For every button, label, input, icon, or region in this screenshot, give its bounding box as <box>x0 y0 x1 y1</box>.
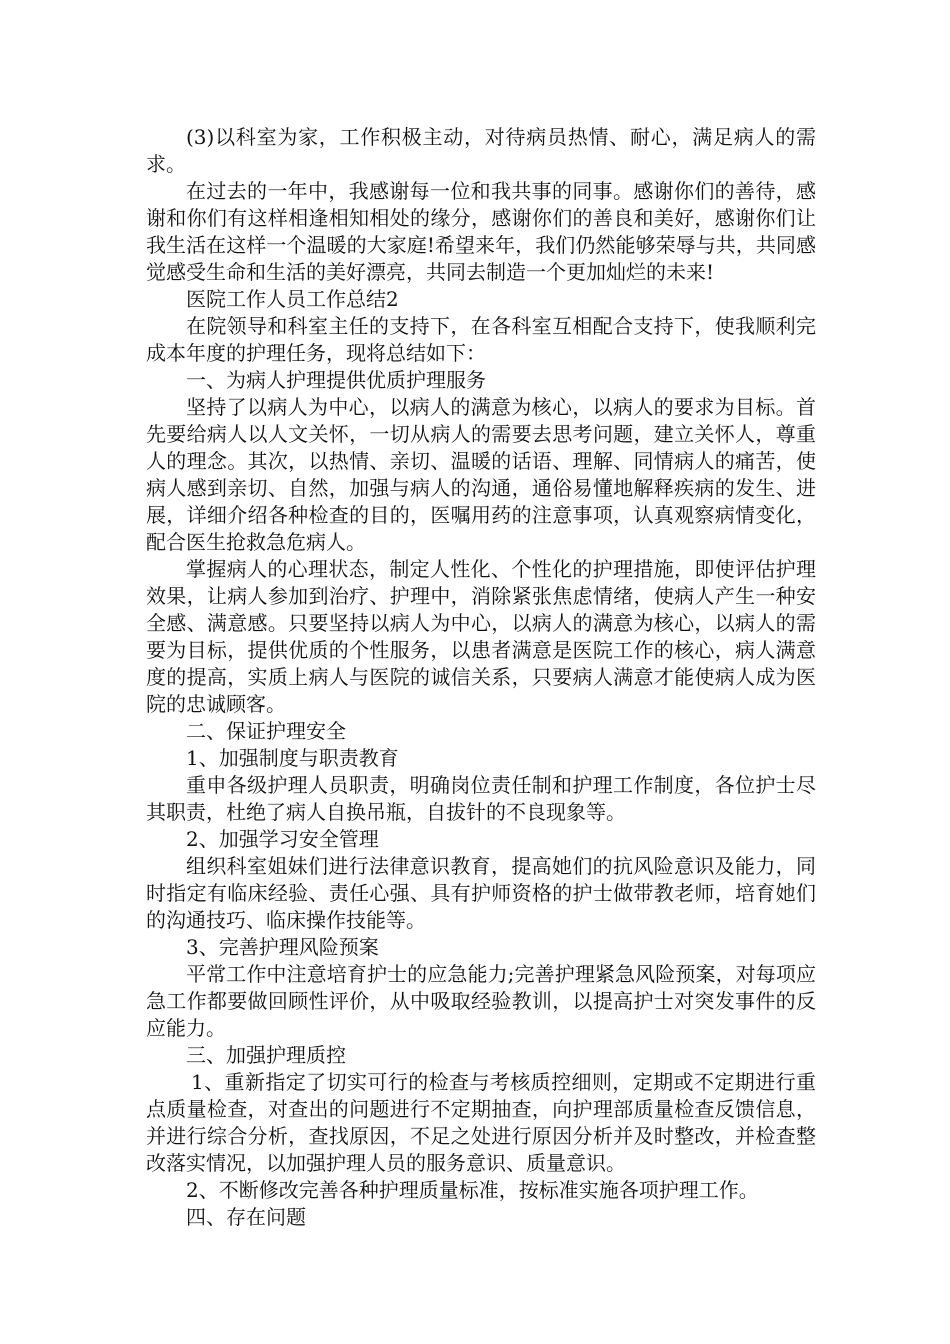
paragraph-duties: 重申各级护理人员职责，明确岗位责任制和护理工作制度，各位护士尽其职责，杜绝了病人自换吊瓶，自拔针的不良现象等。 <box>146 773 816 824</box>
paragraph-quality-inspection: 1、重新指定了切实可行的检查与考核质控细则，定期或不定期进行重点质量检查，对查出的问题进行不定期抽查，向护理部质量检查反馈信息，并进行综合分析，查找原因，不足之处进行原因分析并及时整改，并检查整改落实情况，以加强护理人员的服务意识、质量意识。 <box>146 1070 816 1175</box>
paragraph-legal-education: 组织科室姐妹们进行法律意识教育，提高她们的抗风险意识及能力，同时指定有临床经验、责任心强、具有护师资格的护士做带教老师，培育她们的沟通技巧、临床操作技能等。 <box>146 854 816 932</box>
paragraph-intro: 在院领导和科室主任的支持下，在各科室互相配合支持下，使我顺利完成本年度的护理任务，现将总结如下： <box>146 314 816 365</box>
paragraph-quality-standards: 2、不断修改完善各种护理质量标准，按标准实施各项护理工作。 <box>186 1178 759 1202</box>
heading-section-1: 一、为病人护理提供优质护理服务 <box>186 368 486 392</box>
subheading-2-1: 1、加强制度与职责教育 <box>186 746 399 770</box>
heading-section-2: 二、保证护理安全 <box>186 719 346 743</box>
document-body <box>146 124 816 1231</box>
section-title-summary-2: 医院工作人员工作总结2 <box>186 287 399 311</box>
paragraph-thanks-colleagues: 在过去的一年中，我感谢每一位和我共事的同事。感谢你们的善待，感谢和你们有这样相逢相知相处的缘分，感谢你们的善良和美好，感谢你们让我生活在这样一个温暖的大家庭!希望来年，我们仍然能够荣辱与共，共同感觉感受生命和生活的美好漂亮，共同去制造一个更加灿烂的未来! <box>146 179 816 284</box>
paragraph-psychology: 掌握病人的心理状态，制定人性化、个性化的护理措施，即使评估护理效果，让病人参加到治疗、护理中，消除紧张焦虑情绪，使病人产生一种安全感、满意感。只要坚持以病人为中心，以病人的满意为核心，以病人的需要为目标，提供优质的个性服务，以患者满意是医院工作的核心，病人满意度的提高，实质上病人与医院的诚信关系，只要病人满意才能使病人成为医院的忠诚顾客。 <box>146 557 816 716</box>
paragraph-item-3-patient-care: (3)以科室为家，工作积极主动，对待病员热情、耐心，满足病人的需求。 <box>146 125 816 176</box>
subheading-2-3: 3、完善护理风险预案 <box>186 935 379 959</box>
paragraph-risk-plan: 平常工作中注意培育护士的应急能力;完善护理紧急风险预案，对每项应急工作都要做回顾性评价，从中吸取经验教训，以提高护士对突发事件的反应能力。 <box>146 962 816 1040</box>
heading-section-4: 四、存在问题 <box>186 1205 306 1229</box>
paragraph-patient-centered: 坚持了以病人为中心，以病人的满意为核心，以病人的要求为目标。首先要给病人以人文关怀，一切从病人的需要去思考问题，建立关怀人，尊重人的理念。其次，以热情、亲切、温暖的话语、理解、同情病人的痛苦，使病人感到亲切、自然，加强与病人的沟通，通俗易懂地解释疾病的发生、进展，详细介绍各种检查的目的，医嘱用药的注意事项，认真观察病情变化，配合医生抢救急危病人。 <box>146 395 816 554</box>
heading-section-3: 三、加强护理质控 <box>186 1043 346 1067</box>
subheading-2-2: 2、加强学习安全管理 <box>186 827 379 851</box>
